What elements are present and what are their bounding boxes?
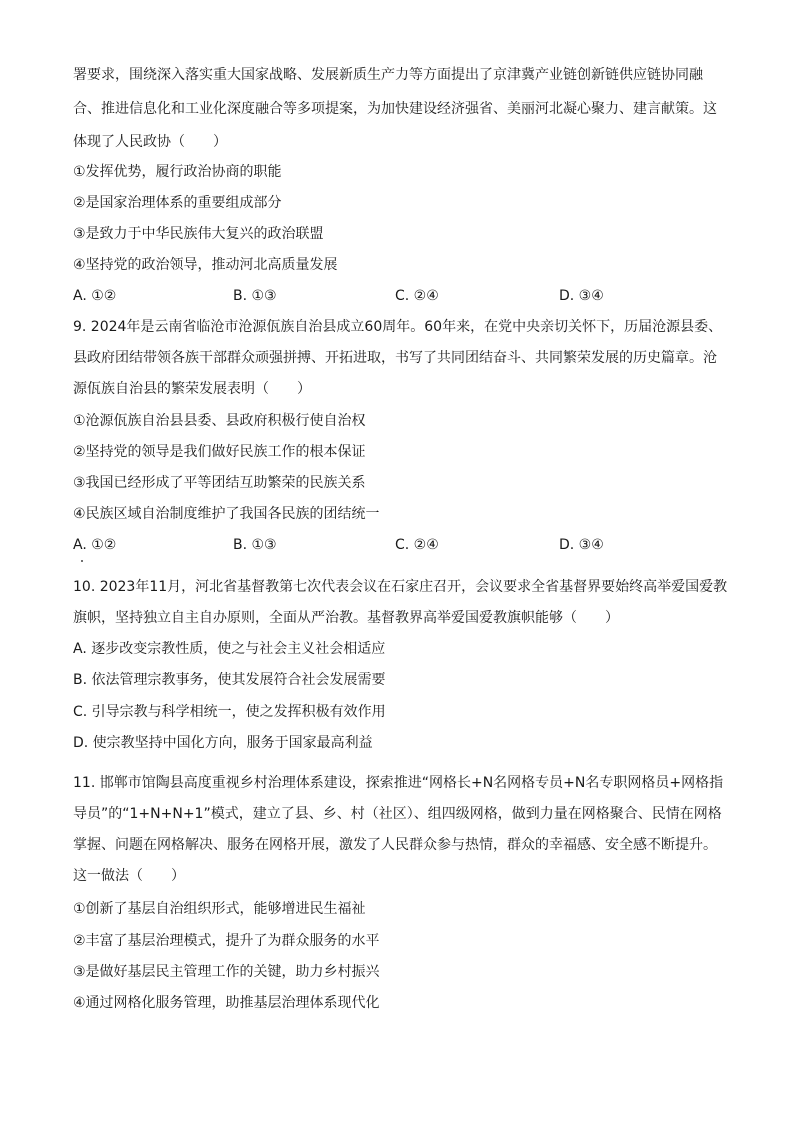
q9-option-b: B. ①③ [233,537,277,553]
q10-option-d: D. 使宗教坚持中国化方向，服务于国家最高利益 [73,735,373,751]
q11-statement-2: ②丰富了基层治理模式，提升了为群众服务的水平 [73,933,380,949]
q11-stem-line-1: 11. 邯郸市馆陶县高度重视乡村治理体系建设，探索推进“网格长+N名网格专员+N名专职网格员+网格指 [73,775,724,791]
q10-stem-line-1: 10. 2023年11月，河北省基督教第七次代表会议在石家庄召开，会议要求全省基督界要始终高举爱国爱教 [73,579,728,595]
q11-statement-1: ①创新了基层自治组织形式，能够增进民生福祉 [73,901,366,917]
q9-stem-line-3: 源佤族自治县的繁荣发展表明（ ） [73,381,311,397]
q9-option-c: C. ②④ [395,537,439,553]
q9-option-a: A. ①② [73,537,117,553]
q9-stem-line-2: 县政府团结带领各族干部群众顽强拼搏、开拓进取，书写了共同团结奋斗、共同繁荣发展的历史篇章。沧 [73,350,717,366]
q8-option-d: D. ③④ [559,288,604,304]
q9-statement-3: ③我国已经形成了平等团结互助繁荣的民族关系 [73,475,366,491]
q11-stem-line-2: 导员”的“1+N+N+1”模式，建立了县、乡、村（社区）、组四级网格，做到力量在网格聚合、民情在网格 [73,806,722,822]
q8-stem-line-3: 体现了人民政协（ ） [73,134,227,150]
q8-statement-1: ①发挥优势，履行政治协商的职能 [73,164,282,180]
stray-mark [81,560,83,562]
q11-stem-line-4: 这一做法（ ） [73,868,185,884]
q8-option-a: A. ①② [73,288,117,304]
q8-stem-line-2: 合、推进信息化和工业化深度融合等多项提案，为加快建设经济强省、美丽河北凝心聚力、建言献策。这 [73,101,717,117]
q11-statement-3: ③是做好基层民主管理工作的关键，助力乡村振兴 [73,964,380,980]
q9-statement-4: ④民族区域自治制度维护了我国各民族的团结统一 [73,506,380,522]
q8-option-b: B. ①③ [233,288,277,304]
q9-statement-2: ②坚持党的领导是我们做好民族工作的根本保证 [73,444,366,460]
q11-statement-4: ④通过网格化服务管理，助推基层治理体系现代化 [73,995,380,1011]
q10-option-a: A. 逐步改变宗教性质，使之与社会主义社会相适应 [73,641,386,657]
q9-stem-line-1: 9. 2024年是云南省临沧市沧源佤族自治县成立60周年。60年来，在党中央亲切关怀下，历届沧源县委、 [73,319,723,335]
q10-stem-line-2: 旗帜，坚持独立自主自办原则，全面从严治教。基督教界高举爱国爱教旗帜能够（ ） [73,610,619,626]
q8-statement-2: ②是国家治理体系的重要组成部分 [73,195,282,211]
q10-option-c: C. 引导宗教与科学相统一，使之发挥积极有效作用 [73,704,386,720]
q8-option-c: C. ②④ [395,288,439,304]
q8-statement-4: ④坚持党的政治领导，推动河北高质量发展 [73,257,338,273]
q10-option-b: B. 依法管理宗教事务，使其发展符合社会发展需要 [73,672,386,688]
q9-option-d: D. ③④ [559,537,604,553]
q8-statement-3: ③是致力于中华民族伟大复兴的政治联盟 [73,226,324,242]
q9-statement-1: ①沧源佤族自治县县委、县政府积极行使自治权 [73,413,366,429]
q8-stem-line-1: 署要求，围绕深入落实重大国家战略、发展新质生产力等方面提出了京津冀产业链创新链供应链协同融 [73,67,703,83]
q11-stem-line-3: 掌握、问题在网格解决、服务在网格开展，激发了人民群众参与热情，群众的幸福感、安全感不断提升。 [73,837,717,853]
q9-options [73,536,733,554]
q8-options [73,287,733,305]
